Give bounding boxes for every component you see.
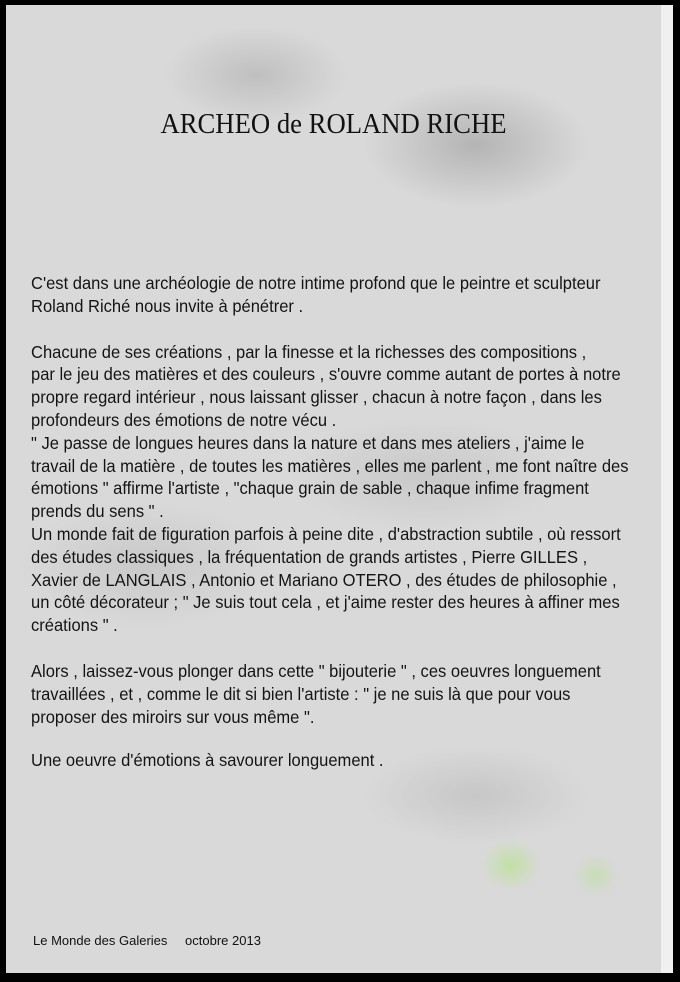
text-line: proposer des miroirs sur vous même ". <box>31 706 315 727</box>
paragraph-intro <box>31 272 623 318</box>
text-line: un côté décorateur ; " Je suis tout cela , et j'aime rester des heures à affiner mes <box>31 592 620 613</box>
document-frame <box>6 5 673 973</box>
text-line: travaillées , et , comme le dit si bien l'artiste : " je ne suis là que pour vous <box>31 683 571 704</box>
text-line: émotions " affirme l'artiste , "chaque grain de sable , chaque infime fragment <box>31 478 589 499</box>
document-footer <box>33 933 275 948</box>
text-line: Roland Riché nous invite à pénétrer . <box>31 295 304 316</box>
document-title: ARCHEO de ROLAND RICHE <box>160 108 507 140</box>
footer-source: Le Monde des Galeries <box>33 933 168 948</box>
text-line: propre regard intérieur , nous laissant glisser , chacun à notre façon , dans les <box>31 387 602 408</box>
text-line: Alors , laissez-vous plonger dans cette " bijouterie " , ces oeuvres longuement <box>31 660 601 681</box>
paragraph-closing <box>31 749 623 772</box>
document-page <box>6 5 661 973</box>
text-line: prends du sens " . <box>31 501 164 522</box>
text-line: " Je passe de longues heures dans la nature et dans mes ateliers , j'aime le <box>31 432 585 453</box>
text-line: Xavier de LANGLAIS , Antonio et Mariano OTERO , des études de philosophie , <box>31 569 617 590</box>
text-line: Une oeuvre d'émotions à savourer longuement . <box>31 750 384 771</box>
text-line: Chacune de ses créations , par la finesse et la richesses des compositions , <box>31 341 587 362</box>
text-line: profondeurs des émotions de notre vécu . <box>31 409 337 430</box>
document-body <box>31 272 629 772</box>
text-line: travail de la matière , de toutes les matières , elles me parlent , me font naître des <box>31 455 629 476</box>
footer-date: octobre 2013 <box>185 933 261 948</box>
text-line: des études classiques , la fréquentation de grands artistes , Pierre GILLES , <box>31 546 588 567</box>
paragraph-main <box>31 341 629 637</box>
text-line: Un monde fait de figuration parfois à peine dite , d'abstraction subtile , où ressort <box>31 523 621 544</box>
paragraph-invitation <box>31 660 623 728</box>
page-edge-strip <box>661 5 673 973</box>
text-line: créations " . <box>31 615 118 636</box>
text-line: par le jeu des matières et des couleurs , s'ouvre comme autant de portes à notre <box>31 364 621 385</box>
text-line: C'est dans une archéologie de notre intime profond que le peintre et sculpteur <box>31 273 601 293</box>
